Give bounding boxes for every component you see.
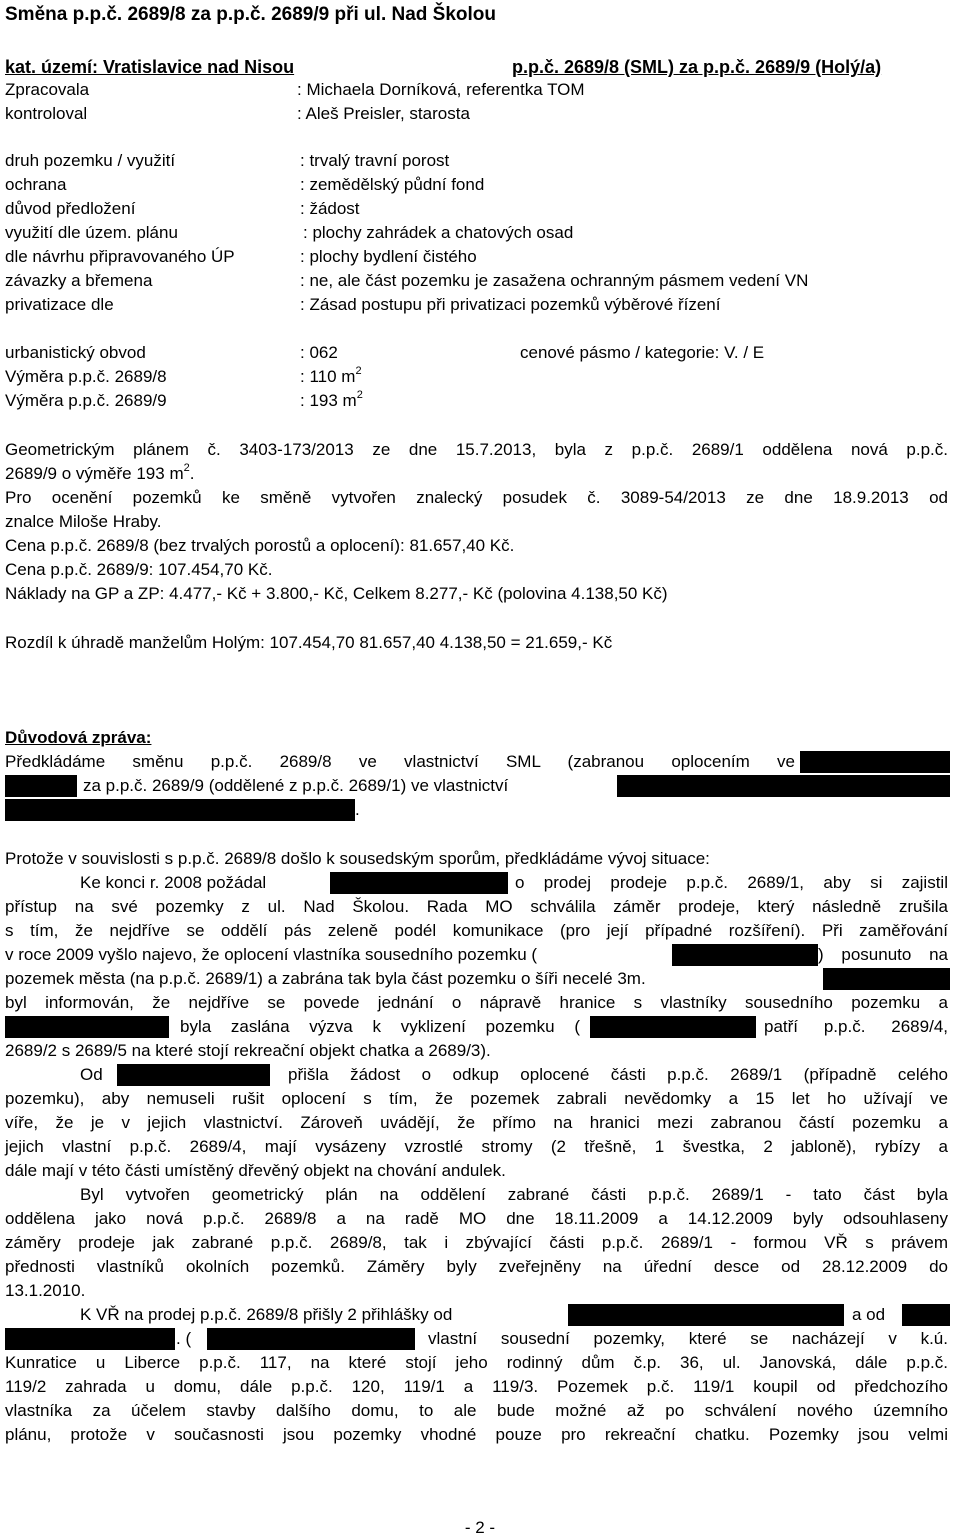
encumbrances-value: : ne, ale část pozemku je zasažena ochranným pásmem vedení VN [300,271,809,290]
protection-label: ochrana [5,175,67,194]
redacted-block [330,872,508,894]
land-type-value: : trvalý travní porost [300,151,450,170]
parcel-exchange-summary: p.p.č. 2689/8 (SML) za p.p.č. 2689/9 (Holý/a) [512,57,882,77]
privatization-label: privatizace dle [5,295,114,314]
report-p4-line4: jejich vlastní p.p.č. 2689/4, mají vysázeny vzrostlé stromy (2 třešně, 1 švestka, 2 jabloně), rybízy a [5,1137,948,1156]
redacted-block [823,968,950,990]
privatization-value: : Zásad postupu při privatizaci pozemků výběrové řízení [300,295,721,314]
redacted-block [902,1304,950,1326]
report-p3-start: Ke konci r. 2008 požádal [80,873,267,892]
report-p5-line5: 13.1.2010. [5,1281,86,1300]
report-p6-line1b: a od [852,1305,886,1324]
report-p4-start: Od [80,1065,103,1084]
prepared-by-value: : Michaela Dorníková, referentka TOM [297,80,585,99]
report-p3-line2: přístup na své pozemky z ul. Nad Školou. Rada MO schválila záměr prodeje, který následně zrušila [5,897,948,916]
report-p1-line1: Předkládáme směnu p.p.č. 2689/8 ve vlastnictví SML (zabranou oplocením ve [5,752,795,771]
redacted-block [117,1064,270,1086]
protection-value: : zemědělský půdní fond [300,175,485,194]
draft-plan-label: dle návrhu připravovaného ÚP [5,247,235,266]
report-p6-line1a: K VŘ na prodej p.p.č. 2689/8 přišly 2 přihlášky od [80,1305,453,1324]
report-p5-line3: záměry prodeje jak zabrané p.p.č. 2689/8, tak i zbývající části p.p.č. 2689/1 - formou VŘ s právem [5,1233,948,1252]
report-p3-line6: byl informován, že nejdříve se povede jednání o nápravě hranice s vlastníky sousedního pozemku a [5,993,948,1012]
report-p4-line5: dále mají v této části umístěný dřevěný objekt na chování andulek. [5,1161,506,1180]
redacted-block [800,751,950,773]
payment-difference: Rozdíl k úhradě manželům Holým: 107.454,70 81.657,40 4.138,50 = 21.659,- Kč [5,633,613,652]
page-number: - 2 - [464,1518,496,1537]
area-2689-9-label: Výměra p.p.č. 2689/9 [5,391,167,410]
redacted-block [5,1328,175,1350]
redacted-block [672,944,818,966]
cadastral-area: kat. území: Vratislavice nad Nisou [5,57,295,77]
report-p5-line1: Byl vytvořen geometrický plán na oddělení zabrané části p.p.č. 2689/1 - tato část byla [80,1185,948,1204]
urban-district-value: : 062 [300,343,338,362]
report-p2: Protože v souvislosti s p.p.č. 2689/8 došlo k sousedským sporům, předkládáme vývoj situace: [5,849,710,868]
redacted-block [617,775,950,797]
report-p3-start-end: o prodej prodeje p.p.č. 2689/1, aby si zajistil [515,873,948,892]
report-p4-line1: přišla žádost o odkup oplocené části p.p.č. 2689/1 (případně celého [288,1065,948,1084]
redacted-block [5,1016,169,1038]
report-p3-line8: 2689/2 s 2689/5 na které stojí rekreační objekt chatka a 2689/3). [5,1041,491,1060]
redacted-block [590,1016,756,1038]
zoning-plan-label: využití dle územ. plánu [5,223,178,242]
encumbrances-label: závazky a břemena [5,271,153,290]
document-title: Směna p.p.č. 2689/8 za p.p.č. 2689/9 při ul. Nad Školou [5,4,497,25]
report-p5-line2: oddělena jako nová p.p.č. 2689/8 a na radě MO dne 18.11.2009 a 14.12.2009 byly odsouhlaseny [5,1209,948,1228]
price-2689-8: Cena p.p.č. 2689/8 (bez trvalých porostů a oplocení): 81.657,40 Kč. [5,536,515,555]
redacted-block [207,1328,415,1350]
report-p6-line4: 119/2 zahrada u domu, dále p.p.č. 120, 119/1 a 119/3. Pozemek p.č. 119/1 koupil od předchozího [5,1377,948,1396]
land-type-label: druh pozemku / využití [5,151,176,170]
report-p3-line4a: v roce 2009 vyšlo najevo, že oplocení vlastníka sousedního pozemku ( [5,945,538,964]
zoning-plan-value: : plochy zahrádek a chatových osad [303,223,574,242]
report-p5-line4: přednosti vlastníků okolních pozemků. Záměry byly zveřejněny na úřední desce od 28.12.2009 do [5,1257,948,1276]
redacted-block [5,775,77,797]
checked-by-label: kontroloval [5,104,88,123]
costs-line: Náklady na GP a ZP: 4.477,- Kč + 3.800,- Kč, Celkem 8.277,- Kč (polovina 4.138,50 Kč) [5,584,668,603]
report-p3-line7a: byla zaslána výzva k vyklizení pozemku ( [180,1017,580,1036]
area-2689-9-value: : 193 $m^2$ [300,389,363,410]
report-p3-line5: pozemek města (na p.p.č. 2689/1) a zabrána tak byla část pozemku o šíři necelé 3m. [5,969,646,988]
report-p3-line7b: patří p.p.č. 2689/4, [764,1017,948,1036]
report-p6-line6: plánu, protože v současnosti jsou pozemky vhodné pouze pro rekreační chatku. Pozemky jsou velmi [5,1425,948,1444]
urban-district-label: urbanistický obvod [5,343,146,362]
explanatory-report-heading: Důvodová zpráva: [5,728,152,747]
redacted-block [568,1304,844,1326]
reason-value: : žádost [300,199,360,218]
area-2689-8-value: : 110 $m^2$ [300,365,362,386]
geometric-plan-area: 2689/9 o výměře 193 $m^2$. [5,462,195,483]
report-p3-line3: s tím, že nejdříve se oddělí pás zeleně podél komunikace (pro její případné rozšíření). Při zaměřování [5,921,948,940]
checked-by-value: : Aleš Preisler, starosta [297,104,470,123]
report-p3-line4b: ) posunuto na [818,945,948,964]
expert-name: znalce Miloše Hraby. [5,512,162,531]
reason-label: důvod předložení [5,199,136,218]
geometric-plan-line: Geometrickým plánem č. 3403-173/2013 ze dne 15.7.2013, byla z p.p.č. 2689/1 oddělena nová p.p.č. [5,440,948,459]
redacted-block [5,799,355,821]
area-2689-8-label: Výměra p.p.č. 2689/8 [5,367,167,386]
draft-plan-value: : plochy bydlení čistého [300,247,477,266]
report-p6-line2b: vlastní sousední pozemky, které se nacházejí v k.ú. [428,1329,948,1348]
report-p1-end: . [355,800,360,819]
report-p1-line2: za p.p.č. 2689/9 (oddělené z p.p.č. 2689/1) ve vlastnictví [83,776,509,795]
price-2689-9: Cena p.p.č. 2689/9: 107.454,70 Kč. [5,560,273,579]
price-zone: cenové pásmo / kategorie: V. / E [520,343,765,362]
report-p6-line5: vlastníka za účelem stavby dalšího domu, to ale bude možné až po schválení nového územního [5,1401,948,1420]
expert-opinion-line: Pro ocenění pozemků ke směně vytvořen znalecký posudek č. 3089-54/2013 ze dne 18.9.2013 od [5,488,948,507]
report-p6-line3: Kunratice u Liberce p.p.č. 117, na které stojí jeho rodinný dům č.p. 36, ul. Janovská, dále p.p.č. [5,1353,948,1372]
prepared-by-label: Zpracovala [5,80,90,99]
report-p4-line3: víře, že je v jejich vlastnictví. Zároveň uvádějí, že přímo na hranici mezi zabranou částí pozemku a [5,1113,948,1132]
report-p4-line2: pozemku), aby nemuseli rušit oplocení s tím, že pozemek zabrali nevědomky a 15 let ho užívají ve [5,1089,948,1108]
report-p6-line2a: . ( [176,1329,192,1348]
